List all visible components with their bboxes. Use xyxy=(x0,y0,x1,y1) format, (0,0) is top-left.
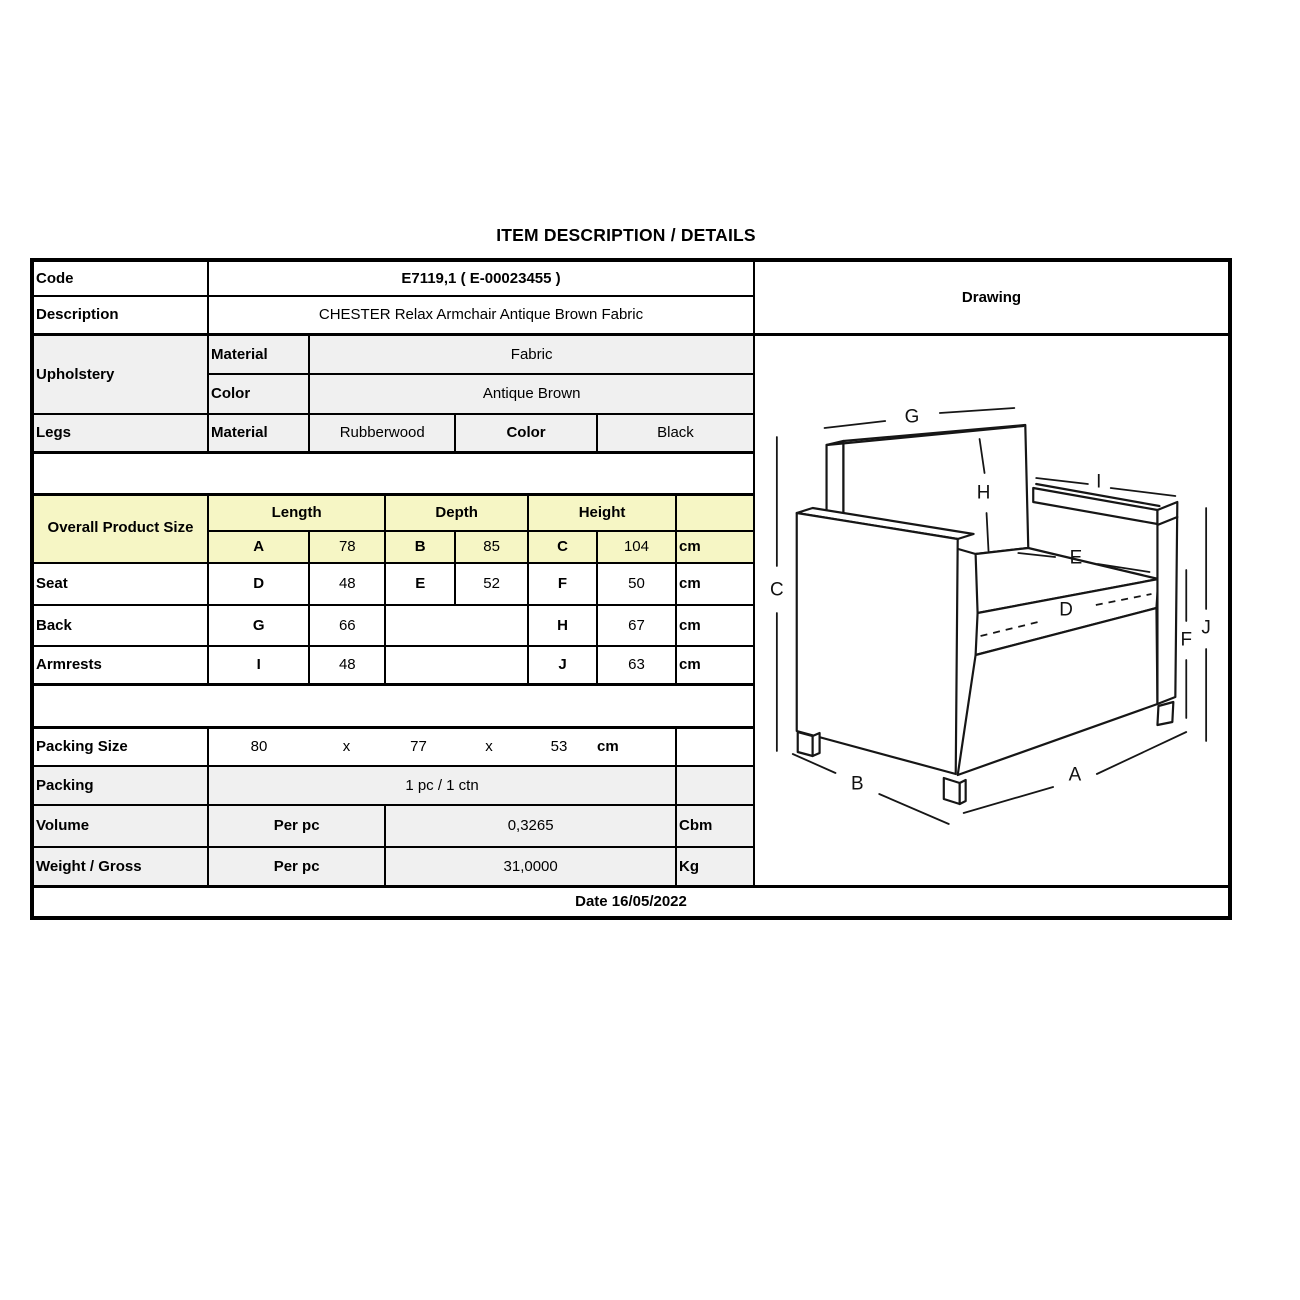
spacer-cell xyxy=(32,452,754,494)
back-height-value: 67 xyxy=(597,605,676,646)
armrests-height-key: J xyxy=(528,646,597,684)
description-label: Description xyxy=(32,296,208,334)
description-value: CHESTER Relax Armchair Antique Brown Fabric xyxy=(208,296,754,334)
seat-length-value: 48 xyxy=(309,563,385,605)
drawing-panel xyxy=(754,334,1230,886)
code-value: E7119,1 ( E-00023455 ) xyxy=(208,260,754,296)
overall-length-value: 78 xyxy=(309,531,385,563)
dim-label-C: C xyxy=(770,578,784,601)
packing-size-label: Packing Size xyxy=(32,727,208,766)
packing-size-sep1: x xyxy=(342,738,351,756)
dim-label-H: H xyxy=(976,481,991,504)
seat-depth-key: E xyxy=(385,563,455,605)
spacer-cell-2 xyxy=(32,684,754,727)
overall-length-key: A xyxy=(208,531,309,563)
back-depth-empty xyxy=(385,605,528,646)
code-label: Code xyxy=(32,260,208,296)
legs-color-value: Black xyxy=(597,414,754,452)
overall-product-size-label: Overall Product Size xyxy=(32,494,208,563)
upholstery-material-label: Material xyxy=(208,334,309,374)
dim-label-J: J xyxy=(1201,616,1211,639)
dim-label-I: I xyxy=(1096,470,1102,493)
date-value: Date 16/05/2022 xyxy=(32,886,1230,918)
packing-size-length: 80 xyxy=(250,738,268,756)
volume-label: Volume xyxy=(32,805,208,847)
dim-label-A: A xyxy=(1068,763,1082,786)
packing-size-height: 53 xyxy=(550,738,568,756)
packing-size-empty xyxy=(676,727,754,766)
packing-value: 1 pc / 1 ctn xyxy=(208,766,676,805)
code-row xyxy=(32,260,1230,296)
volume-value: 0,3265 xyxy=(385,805,676,847)
back-height-key: H xyxy=(528,605,597,646)
back-length-value: 66 xyxy=(309,605,385,646)
overall-unit: cm xyxy=(676,531,754,563)
dim-label-E: E xyxy=(1069,546,1083,569)
item-details-table xyxy=(30,258,1232,920)
upholstery-material-row xyxy=(32,334,1230,374)
seat-length-key: D xyxy=(208,563,309,605)
legs-material-label: Material xyxy=(208,414,309,452)
seat-height-key: F xyxy=(528,563,597,605)
back-label: Back xyxy=(32,605,208,646)
seat-depth-value: 52 xyxy=(455,563,528,605)
chair-left-panel xyxy=(797,508,974,774)
weight-value: 31,0000 xyxy=(385,847,676,886)
date-row xyxy=(32,886,1230,918)
armrests-length-value: 48 xyxy=(309,646,385,684)
height-header: Height xyxy=(528,494,676,531)
seat-label: Seat xyxy=(32,563,208,605)
dimension-line-G xyxy=(825,406,1015,428)
chair-seat xyxy=(958,548,1159,775)
volume-per-pc: Per pc xyxy=(208,805,385,847)
dimension-line-J xyxy=(1201,508,1210,741)
armrests-label: Armrests xyxy=(32,646,208,684)
legs-material-value: Rubberwood xyxy=(309,414,455,452)
depth-header: Depth xyxy=(385,494,528,531)
volume-unit: Cbm xyxy=(676,805,754,847)
packing-size-values xyxy=(208,727,676,766)
armrests-length-key: I xyxy=(208,646,309,684)
overall-depth-value: 85 xyxy=(455,531,528,563)
packing-empty xyxy=(676,766,754,805)
upholstery-material-value: Fabric xyxy=(309,334,754,374)
dimension-line-C xyxy=(770,437,784,751)
armchair-drawing xyxy=(755,336,1228,885)
upholstery-color-value: Antique Brown xyxy=(309,374,754,414)
armrests-depth-empty xyxy=(385,646,528,684)
legs-color-label: Color xyxy=(455,414,597,452)
armrests-unit: cm xyxy=(676,646,754,684)
page-title: ITEM DESCRIPTION / DETAILS xyxy=(496,225,756,245)
armrests-height-value: 63 xyxy=(597,646,676,684)
length-header: Length xyxy=(208,494,385,531)
weight-label: Weight / Gross xyxy=(32,847,208,886)
overall-depth-key: B xyxy=(385,531,455,563)
packing-size-depth: 77 xyxy=(410,738,427,756)
dimension-line-F xyxy=(1180,570,1192,718)
drawing-header: Drawing xyxy=(754,260,1230,334)
weight-per-pc: Per pc xyxy=(208,847,385,886)
dim-label-D: D xyxy=(1059,598,1073,621)
seat-height-value: 50 xyxy=(597,563,676,605)
dim-label-B: B xyxy=(851,772,864,795)
dim-label-G: G xyxy=(904,405,920,428)
packing-size-unit: cm xyxy=(597,738,619,756)
legs-label: Legs xyxy=(32,414,208,452)
back-length-key: G xyxy=(208,605,309,646)
upholstery-label: Upholstery xyxy=(32,334,208,414)
overall-height-value: 104 xyxy=(597,531,676,563)
dim-label-F: F xyxy=(1180,628,1193,651)
packing-label: Packing xyxy=(32,766,208,805)
weight-unit: Kg xyxy=(676,847,754,886)
seat-unit: cm xyxy=(676,563,754,605)
armchair-drawing-svg xyxy=(755,336,1228,885)
packing-size-sep2: x xyxy=(485,738,493,756)
upholstery-color-label: Color xyxy=(208,374,309,414)
back-unit: cm xyxy=(676,605,754,646)
size-header-empty-cell xyxy=(676,494,754,531)
overall-height-key: C xyxy=(528,531,597,563)
